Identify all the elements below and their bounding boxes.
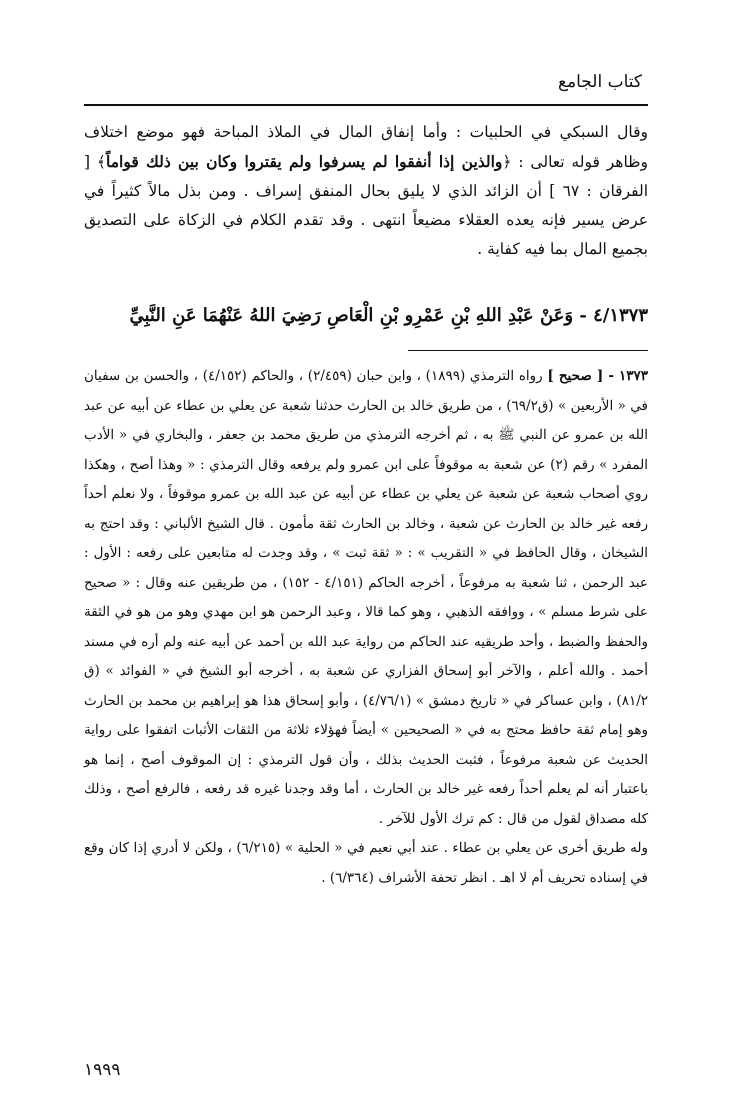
quran-verse: والذين إذا أنفقوا لم يسرفوا ولم يقتروا وكان بين ذلك قواماً — [105, 152, 503, 171]
main-text — [84, 118, 648, 264]
page-number: ١٩٩٩ — [84, 1060, 121, 1080]
running-header: كتاب الجامع — [557, 72, 642, 92]
main-paragraph — [84, 118, 648, 264]
main-text-part2: ﴾ [ الفرقان : ٦٧ ] أن الزائد الذي لا يليق بحال المنفق إسراف . ومن بذل مالاً كثيراً في عرض يسير فإنه يعده العقلاء مضيعاً انتهى . وقد تقدم الكلام في الزكاة على التصديق بجميع المال بما فيه كفاية . — [84, 153, 649, 258]
hadith-heading: ٤/١٣٧٣ - وَعَنْ عَبْدِ اللهِ بْنِ عَمْرِو بْنِ الْعَاصِ رَضِيَ اللهُ عَنْهُمَا عَنِ النَّبِيِّ — [129, 305, 648, 326]
header-divider — [84, 104, 648, 106]
footnote-paragraph-2: وله طريق أخرى عن يعلي بن عطاء . عند أبي نعيم في « الحلية » (٦/٢١٥) ، ولكن لا أدري إذا كان وقع في إسناده تحريف أم لا اهـ . انظر تحفة الأشراف (٦/٣٦٤) . — [84, 840, 648, 886]
footnote-paragraph — [84, 362, 648, 834]
footnote-divider — [408, 350, 648, 351]
footnote-lead: ١٣٧٣ - [ صحيح ] — [547, 368, 649, 384]
footnotes — [84, 362, 648, 893]
footnote-text: رواه الترمذي (١٨٩٩) ، وابن حبان (٢/٤٥٩) ، والحاكم (٤/١٥٢) ، والحسن بن سفيان في « الأربعين » (ق٦٩/٢) ، من طريق خالد بن الحارث حدثنا شعبة عن يعلي بن عطاء عن أبيه عن عبد الله بن عمرو عن النبي ﷺ به ، ثم أخرجه الترمذي من طريق محمد بن جعفر ، والبخاري في « الأدب المفرد » رقم (٢) عن شعبة به موقوفاً على ابن عمرو ولم يرفعه وقال الترمذي : « وهذا أصح ، وهكذا روي أصحاب شعبة عن شعبة عن يعلي بن عطاء عن أبيه عن عبد الله بن عمرو موقوفاً ، ولا نعلم أحداً رفعه غير خالد بن الحارث عن شعبة ، وخالد بن الحارث ثقة مأمون . قال الشيخ الألباني : وقد احتج به الشيخان ، وقال الحافظ في « التقريب » : « ثقة ثبت » ، وقد وجدت له متابعين على رفعه : الأول : عبد الرحمن ، ثنا شعبة به مرفوعاً ، أخرجه الحاكم (٤/١٥١ - ١٥٢) ، من طريقين عنه وقال : « صحيح على شرط مسلم » ، ووافقه الذهبي ، وهو كما قالا ، وعبد الرحمن هو ابن مهدي وهو من هو في الثقة والحفظ والضبط ، وأحد طريقيه عند الحاكم من رواية عبد الله بن أحمد عن أبيه عنه ولم أره في مسند أحمد . والله أعلم ، والآخر أبو إسحاق الفزاري عن شعبة به ، أخرجه أبو الشيخ في « الفوائد » (ق ٨١/٢) ، وابن عساكر في « تاريخ دمشق » (٤/٧٦/١) ، وأبو إسحاق هذا هو إبراهيم بن محمد بن الحارث وهو إمام ثقة حافظ محتج به في « الصحيحين » أيضاً فهؤلاء ثلاثة من الثقات الأثبات اتفقوا على رواية الحديث عن شعبة مرفوعاً ، فثبت الحديث بذلك ، وأن قول الترمذي : إن الموقوف أصح ، إنما هو باعتبار أنه لم يعلم أحداً رفعه غير خالد بن الحارث ، أما وقد وجدنا غيره قد رفعه ، فالرفع أصح ، وذلك كله مصداق لقول من قال : كم ترك الأول للآخر . — [84, 368, 649, 827]
main-text-part1: وقال السبكي في الحلبيات : وأما إنفاق المال في الملاذ المباحة فهو موضع اختلاف وظاهر قوله تعالى : ﴿ — [84, 123, 648, 171]
